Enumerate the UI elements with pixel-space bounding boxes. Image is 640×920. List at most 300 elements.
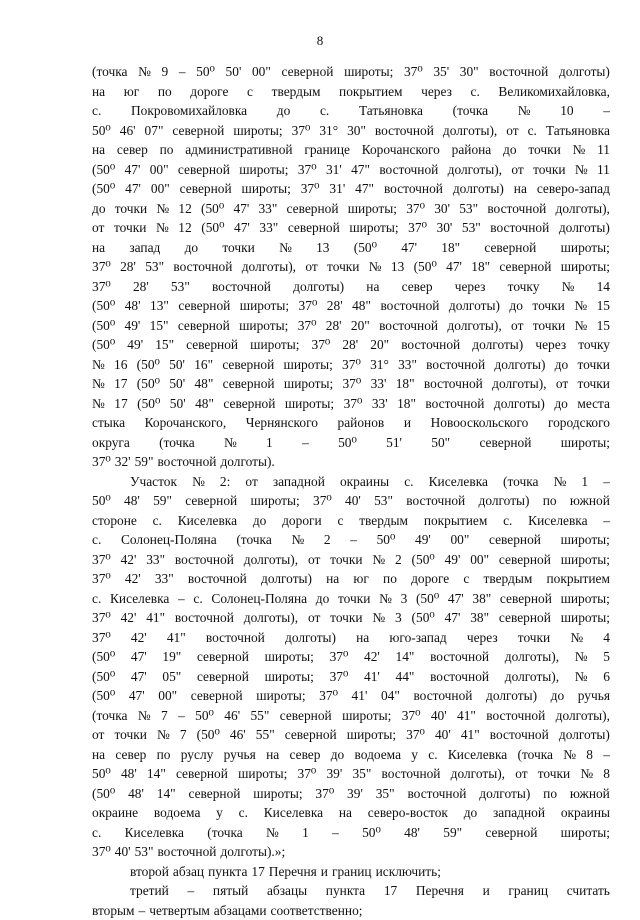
word: северной bbox=[485, 823, 537, 843]
word: долготы) bbox=[559, 62, 610, 82]
word: 10 bbox=[560, 101, 573, 121]
word: с. bbox=[92, 530, 101, 550]
word: 30" bbox=[347, 121, 366, 141]
word: № bbox=[554, 472, 567, 492]
word: широты; bbox=[284, 374, 333, 394]
word: точки bbox=[114, 218, 146, 238]
word: 37⁰ bbox=[342, 355, 361, 375]
word: 40' bbox=[431, 706, 447, 726]
word: 17 bbox=[251, 862, 264, 882]
word: (точка bbox=[207, 823, 242, 843]
word: 37⁰ bbox=[319, 686, 338, 706]
word: 28' bbox=[327, 296, 343, 316]
word: (50⁰ bbox=[412, 608, 435, 628]
word: долготы) bbox=[293, 277, 344, 297]
word: Киселевка bbox=[110, 589, 169, 609]
word: Великомихайловка, bbox=[498, 82, 610, 102]
word: (точка bbox=[236, 530, 271, 550]
word: четвертым bbox=[149, 901, 210, 920]
word: долготы) bbox=[479, 491, 530, 511]
word: восточной bbox=[175, 550, 234, 570]
word: 1 bbox=[302, 823, 309, 843]
word: восточной bbox=[486, 706, 545, 726]
word: северной bbox=[178, 296, 230, 316]
word: точки bbox=[538, 764, 570, 784]
word: 35" bbox=[352, 764, 371, 784]
word: восточной bbox=[212, 277, 271, 297]
word: 47' bbox=[129, 686, 145, 706]
word: северной bbox=[499, 550, 551, 570]
word: на bbox=[326, 569, 339, 589]
word: № bbox=[291, 530, 304, 550]
text-line bbox=[92, 803, 610, 823]
word: долготы), bbox=[443, 121, 497, 141]
word: запад bbox=[129, 238, 160, 258]
word: на bbox=[92, 745, 105, 765]
word: – bbox=[603, 745, 610, 765]
word: № bbox=[575, 667, 588, 687]
text-line bbox=[92, 550, 610, 570]
word: 47' bbox=[131, 667, 147, 687]
word: 31' bbox=[329, 179, 345, 199]
word: долготы), bbox=[244, 550, 298, 570]
word: пункта bbox=[208, 862, 247, 882]
word: долготы) bbox=[559, 725, 610, 745]
word: через bbox=[421, 82, 452, 102]
word: северо-запад bbox=[537, 179, 610, 199]
word: Покровомихайловка bbox=[131, 101, 247, 121]
word: северной bbox=[186, 335, 238, 355]
word: Чернянского bbox=[246, 413, 318, 433]
text-line bbox=[92, 355, 610, 375]
word: (50⁰ bbox=[201, 199, 224, 219]
word: точки bbox=[114, 725, 146, 745]
word: северной bbox=[178, 160, 230, 180]
word: 18" bbox=[471, 257, 490, 277]
word: (точка bbox=[453, 101, 488, 121]
word: водоема bbox=[355, 745, 401, 765]
word: север bbox=[117, 140, 148, 160]
word: Солонец-Поляна bbox=[211, 589, 307, 609]
word: на bbox=[514, 179, 527, 199]
word: (точка bbox=[159, 433, 194, 453]
word: руслу bbox=[181, 745, 214, 765]
word: северной bbox=[287, 199, 339, 219]
word: север bbox=[290, 745, 321, 765]
word: административной bbox=[185, 140, 292, 160]
text-line bbox=[92, 179, 610, 199]
word: покрытием bbox=[339, 82, 403, 102]
text-line bbox=[92, 862, 610, 882]
word: долготы), bbox=[505, 667, 559, 687]
word: 5 bbox=[603, 647, 610, 667]
word: северной bbox=[484, 238, 536, 258]
word: Татьяновка bbox=[359, 101, 423, 121]
word: (50⁰ bbox=[92, 316, 115, 336]
word: 55" bbox=[250, 706, 269, 726]
word: от bbox=[92, 725, 104, 745]
word: твердым bbox=[272, 82, 321, 102]
word: 37⁰ bbox=[313, 491, 332, 511]
text-line bbox=[92, 296, 610, 316]
word: – bbox=[332, 823, 339, 843]
word: восточной bbox=[375, 121, 434, 141]
word: долготы) bbox=[449, 296, 500, 316]
word: 18" bbox=[397, 394, 416, 414]
word: 37⁰ bbox=[330, 667, 349, 687]
word: 31° bbox=[319, 121, 338, 141]
word: № bbox=[575, 160, 588, 180]
word: восточной bbox=[157, 452, 216, 472]
word: север bbox=[402, 277, 433, 297]
word: 47' bbox=[234, 218, 250, 238]
word: 44" bbox=[396, 667, 415, 687]
text-line bbox=[92, 62, 610, 82]
word: 30' bbox=[437, 218, 453, 238]
word: широты; bbox=[239, 316, 288, 336]
word: северной bbox=[197, 647, 249, 667]
word: 53" bbox=[171, 277, 190, 297]
word: широты; bbox=[347, 725, 396, 745]
word: долготы), bbox=[505, 647, 559, 667]
word: 9 bbox=[162, 62, 169, 82]
word: с bbox=[337, 511, 343, 531]
word: 40' bbox=[115, 842, 131, 862]
word: на bbox=[356, 628, 369, 648]
word: № bbox=[138, 62, 151, 82]
word: 48' bbox=[121, 764, 137, 784]
word: № bbox=[379, 589, 392, 609]
word: (50⁰ bbox=[92, 647, 115, 667]
word: 37⁰ bbox=[92, 569, 111, 589]
word: с. bbox=[193, 589, 202, 609]
word: точки bbox=[115, 199, 147, 219]
word: 37⁰ bbox=[301, 179, 320, 199]
word: с. bbox=[239, 803, 248, 823]
text-line bbox=[92, 901, 610, 920]
word: долготы), bbox=[492, 374, 546, 394]
word: округа bbox=[92, 433, 130, 453]
word: 41" bbox=[167, 628, 186, 648]
word: точки bbox=[518, 628, 550, 648]
word: Корочанского bbox=[362, 140, 440, 160]
word: (50⁰ bbox=[197, 725, 220, 745]
word: северной bbox=[499, 257, 551, 277]
word: широты; bbox=[285, 394, 334, 414]
word: и bbox=[483, 881, 490, 901]
word: 12 bbox=[178, 218, 191, 238]
word: 50' bbox=[226, 62, 242, 82]
word: 17 bbox=[384, 881, 397, 901]
word: – bbox=[302, 433, 309, 453]
word: № bbox=[92, 374, 105, 394]
word: Солонец-Поляна bbox=[121, 530, 217, 550]
word: 13 bbox=[316, 238, 329, 258]
word: 28' bbox=[326, 316, 342, 336]
word: 37⁰ bbox=[92, 550, 111, 570]
text-line bbox=[92, 511, 610, 531]
word: восточной bbox=[407, 784, 466, 804]
word: № bbox=[157, 725, 170, 745]
word: 49' bbox=[445, 550, 461, 570]
word: до bbox=[253, 511, 267, 531]
word: на bbox=[92, 82, 105, 102]
word: северной bbox=[479, 433, 531, 453]
word: 37⁰ bbox=[402, 706, 421, 726]
word: 47' bbox=[125, 179, 141, 199]
word: 05" bbox=[162, 667, 181, 687]
text-line bbox=[92, 608, 610, 628]
word: северной bbox=[172, 121, 224, 141]
word: с bbox=[247, 82, 253, 102]
word: 37⁰ bbox=[298, 316, 317, 336]
word: 15" bbox=[155, 335, 174, 355]
word: широты; bbox=[561, 589, 610, 609]
word: 37⁰ bbox=[298, 160, 317, 180]
word: 47" bbox=[351, 160, 370, 180]
word: дороге bbox=[190, 82, 228, 102]
word: 47" bbox=[355, 179, 374, 199]
word: (50⁰ bbox=[414, 257, 437, 277]
word: № bbox=[574, 296, 587, 316]
word: абзацами bbox=[214, 901, 267, 920]
word: широты; bbox=[240, 296, 289, 316]
word: 32' bbox=[115, 452, 131, 472]
word: № bbox=[563, 745, 576, 765]
word: с. bbox=[92, 101, 101, 121]
word: до bbox=[551, 686, 565, 706]
word: 2 bbox=[395, 550, 402, 570]
word: Корочанского, bbox=[145, 413, 227, 433]
word: покрытием bbox=[424, 511, 488, 531]
word: долготы), bbox=[447, 316, 501, 336]
text-line bbox=[92, 160, 610, 180]
word: 49' bbox=[125, 316, 141, 336]
text-line bbox=[92, 823, 610, 843]
word: долготы), bbox=[244, 608, 298, 628]
word: от bbox=[556, 374, 568, 394]
text-line bbox=[92, 706, 610, 726]
word: 50" bbox=[431, 433, 450, 453]
word: 11 bbox=[597, 160, 610, 180]
word: 17 bbox=[114, 374, 127, 394]
word: 14" bbox=[157, 784, 176, 804]
word: восточной bbox=[157, 842, 216, 862]
word: – bbox=[178, 706, 185, 726]
word: до bbox=[316, 589, 330, 609]
word: до bbox=[277, 101, 291, 121]
word: 35" bbox=[376, 784, 395, 804]
word: у bbox=[411, 745, 418, 765]
word: 13 bbox=[391, 257, 404, 277]
word: 41" bbox=[457, 706, 476, 726]
text-line bbox=[92, 530, 610, 550]
word: № bbox=[372, 608, 385, 628]
word: твердым bbox=[359, 511, 408, 531]
word: пункта bbox=[326, 881, 365, 901]
word: по bbox=[543, 491, 557, 511]
word: восточной bbox=[401, 335, 460, 355]
word: 50⁰ bbox=[362, 823, 381, 843]
word: 12 bbox=[178, 199, 191, 219]
word: 47' bbox=[401, 238, 417, 258]
text-line bbox=[92, 764, 610, 784]
word: № bbox=[575, 647, 588, 667]
word: Киселевка bbox=[264, 803, 323, 823]
word: 4 bbox=[603, 628, 610, 648]
word: долготы) bbox=[285, 628, 336, 648]
word: покрытием bbox=[546, 569, 610, 589]
text-line bbox=[92, 121, 610, 141]
word: 42' bbox=[131, 628, 147, 648]
word: 15" bbox=[150, 316, 169, 336]
word: места bbox=[577, 394, 610, 414]
word: долготы), bbox=[556, 199, 610, 219]
word: 42' bbox=[121, 608, 137, 628]
word: – bbox=[188, 881, 195, 901]
word: точки bbox=[577, 355, 609, 375]
word: Участок bbox=[130, 472, 177, 492]
word: № bbox=[92, 355, 105, 375]
word: 20" bbox=[351, 316, 370, 336]
word: № bbox=[580, 764, 593, 784]
word: до bbox=[92, 199, 106, 219]
word: границе bbox=[304, 140, 350, 160]
text-line bbox=[92, 140, 610, 160]
word: 33' bbox=[371, 374, 387, 394]
word: 41' bbox=[352, 686, 368, 706]
word: долготы), bbox=[556, 706, 610, 726]
word: (50⁰ bbox=[92, 686, 115, 706]
word: водоема bbox=[154, 803, 200, 823]
word: точки bbox=[532, 296, 564, 316]
word: 37⁰ bbox=[408, 218, 427, 238]
word: до bbox=[331, 745, 345, 765]
word: границ bbox=[332, 862, 372, 882]
word: 37⁰ bbox=[342, 374, 361, 394]
word: 47' bbox=[448, 589, 464, 609]
word: долготы) bbox=[559, 218, 610, 238]
word: точки bbox=[338, 589, 370, 609]
word: 33' bbox=[372, 394, 388, 414]
word: восточной bbox=[489, 62, 548, 82]
word: дороге bbox=[411, 569, 449, 589]
document-body bbox=[92, 62, 610, 920]
word: 8 bbox=[603, 764, 610, 784]
word: – bbox=[603, 511, 610, 531]
word: 33" bbox=[259, 218, 278, 238]
text-line bbox=[92, 569, 610, 589]
word: Киселевка bbox=[178, 511, 237, 531]
word: 53" bbox=[462, 218, 481, 238]
word: 31° bbox=[370, 355, 389, 375]
word: 15 bbox=[597, 296, 610, 316]
word: 07" bbox=[145, 121, 164, 141]
word: от bbox=[308, 550, 320, 570]
word: считать bbox=[567, 881, 610, 901]
word: 2 bbox=[324, 530, 331, 550]
word: с. bbox=[92, 823, 101, 843]
word: 28' bbox=[120, 257, 136, 277]
word: (50⁰ bbox=[92, 179, 115, 199]
word: районов bbox=[338, 413, 385, 433]
word: 59" bbox=[135, 452, 154, 472]
word: 53" bbox=[135, 842, 154, 862]
word: долготы) bbox=[486, 686, 537, 706]
word: вторым bbox=[92, 901, 135, 920]
word: широты; bbox=[561, 530, 610, 550]
word: 53" bbox=[459, 199, 478, 219]
text-line bbox=[92, 745, 610, 765]
word: 53" bbox=[374, 491, 393, 511]
text-line bbox=[92, 686, 610, 706]
word: 37⁰ bbox=[298, 764, 317, 784]
word: 8 bbox=[586, 745, 593, 765]
word: 38" bbox=[470, 608, 489, 628]
word: широты; bbox=[284, 355, 333, 375]
word: широты; bbox=[265, 647, 314, 667]
word: 16 bbox=[114, 355, 127, 375]
word: от bbox=[506, 121, 518, 141]
word: широты; bbox=[349, 218, 398, 238]
word: третий bbox=[130, 881, 169, 901]
word: от bbox=[305, 257, 317, 277]
word: (точка bbox=[92, 706, 127, 726]
word: с. bbox=[503, 511, 512, 531]
word: до bbox=[509, 296, 523, 316]
word: восточной bbox=[430, 667, 489, 687]
word: через bbox=[455, 277, 486, 297]
word: 00" bbox=[158, 686, 177, 706]
word: северо-восток bbox=[368, 803, 448, 823]
text-line bbox=[92, 842, 610, 862]
text-line bbox=[92, 589, 610, 609]
word: 37⁰ bbox=[92, 628, 111, 648]
word: (50⁰ bbox=[92, 335, 115, 355]
word: восточной bbox=[487, 199, 546, 219]
word: долготы) bbox=[494, 394, 545, 414]
word: север bbox=[115, 745, 146, 765]
text-line bbox=[92, 667, 610, 687]
word: широты; bbox=[265, 667, 314, 687]
word: 42' bbox=[125, 569, 141, 589]
word: 40' bbox=[435, 725, 451, 745]
word: твердым bbox=[483, 569, 532, 589]
text-line bbox=[92, 784, 610, 804]
word: 6 bbox=[603, 667, 610, 687]
word: границ bbox=[508, 881, 548, 901]
word: точки bbox=[222, 238, 254, 258]
word: широты; bbox=[561, 238, 610, 258]
word: восточной bbox=[173, 257, 232, 277]
word: Киселевка bbox=[125, 823, 184, 843]
word: от bbox=[308, 608, 320, 628]
text-line bbox=[92, 628, 610, 648]
word: Перечня bbox=[416, 881, 464, 901]
word: – bbox=[178, 589, 185, 609]
word: с. bbox=[528, 121, 537, 141]
word: ручья bbox=[578, 686, 610, 706]
word: 48' bbox=[124, 491, 140, 511]
word: с bbox=[463, 569, 469, 589]
text-line bbox=[92, 881, 610, 901]
word: (50⁰ bbox=[354, 238, 377, 258]
word: 35' bbox=[433, 62, 449, 82]
word: 7 bbox=[161, 706, 168, 726]
word: (50⁰ bbox=[92, 784, 115, 804]
word: от bbox=[245, 472, 257, 492]
word: от bbox=[515, 764, 527, 784]
